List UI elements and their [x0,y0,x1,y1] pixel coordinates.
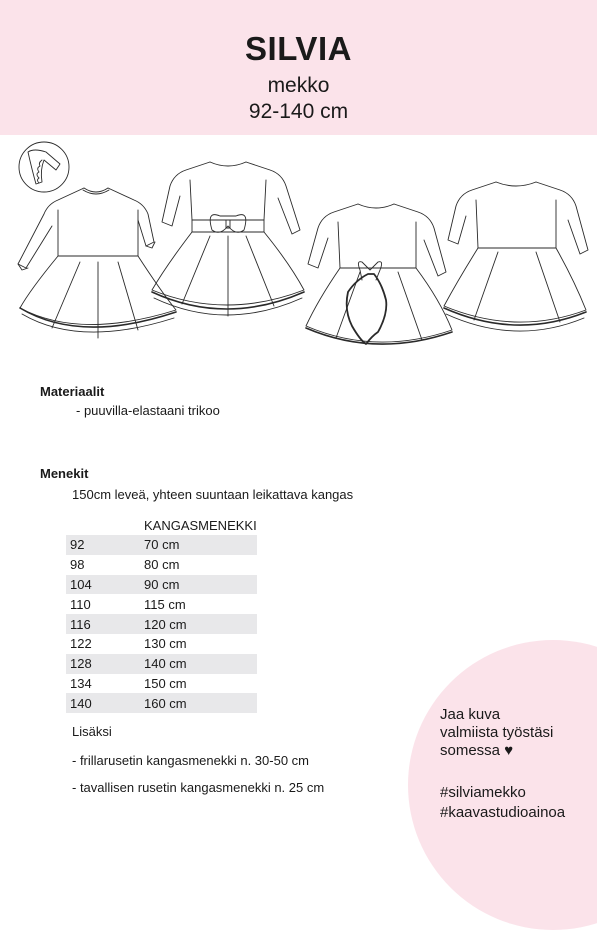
size-cell: 110 [70,596,91,612]
amount-cell: 70 cm [140,535,257,555]
size-column-header [66,515,140,535]
yardage-table [66,515,257,713]
table-row [66,594,257,614]
materials-item: - puuvilla-elastaani trikoo [76,403,220,418]
materials-heading: Materiaalit [40,384,105,399]
table-row [66,634,257,654]
amount-column-header: KANGASMENEKKI [144,517,257,533]
amount-cell: 80 cm [144,557,180,573]
amount-cell: 130 cm [144,636,187,652]
table-row [66,693,257,713]
amount-cell: 90 cm [140,575,257,595]
table-row [66,535,257,555]
size-range: 92-140 cm [248,100,349,123]
size-cell: 122 [70,636,92,652]
table-row [66,674,257,694]
size-cell: 98 [70,557,85,573]
yardage-rows [66,535,257,713]
table-header-row [66,515,257,535]
consumption-heading: Menekit [40,466,89,481]
page-title: SILVIA [245,30,352,67]
fabric-width-note: 150cm leveä, yhteen suuntaan leikattava kangas [72,487,354,502]
size-cell: 104 [66,575,140,595]
amount-cell: 160 cm [140,693,257,713]
table-row [66,614,257,634]
dress-front-drawing [18,188,176,338]
table-row [66,654,257,674]
hashtag: #silviamekko [440,784,526,801]
header-banner [0,0,597,135]
share-line: valmiista työstäsi [440,724,554,741]
size-cell: 134 [70,675,92,691]
amount-cell: 120 cm [140,614,257,634]
table-row [66,575,257,595]
size-cell: 116 [66,614,140,634]
extras-heading: Lisäksi [72,724,112,739]
amount-cell: 140 cm [140,654,257,674]
page-subtitle: mekko [267,74,330,97]
dress-illustrations [0,140,597,355]
hashtag: #kaavastudioainoa [440,804,566,821]
extras-item: - frillarusetin kangasmenekki n. 30-50 cm [72,753,309,768]
size-cell: 140 [66,693,140,713]
size-cell: 128 [66,654,140,674]
size-cell: 92 [66,535,140,555]
amount-cell: 150 cm [144,675,187,691]
share-line: Jaa kuva [440,706,501,723]
dress-back-plain-drawing [444,182,588,331]
dress-back-frill-drawing [306,204,452,344]
sleeve-detail-icon [19,142,69,192]
amount-cell: 115 cm [144,596,186,612]
table-row [66,555,257,575]
extras-item: - tavallisen rusetin kangasmenekki n. 25 cm [72,780,325,795]
share-line-heart: somessa ♥ [440,742,514,759]
dress-back-bow-drawing [152,162,304,316]
